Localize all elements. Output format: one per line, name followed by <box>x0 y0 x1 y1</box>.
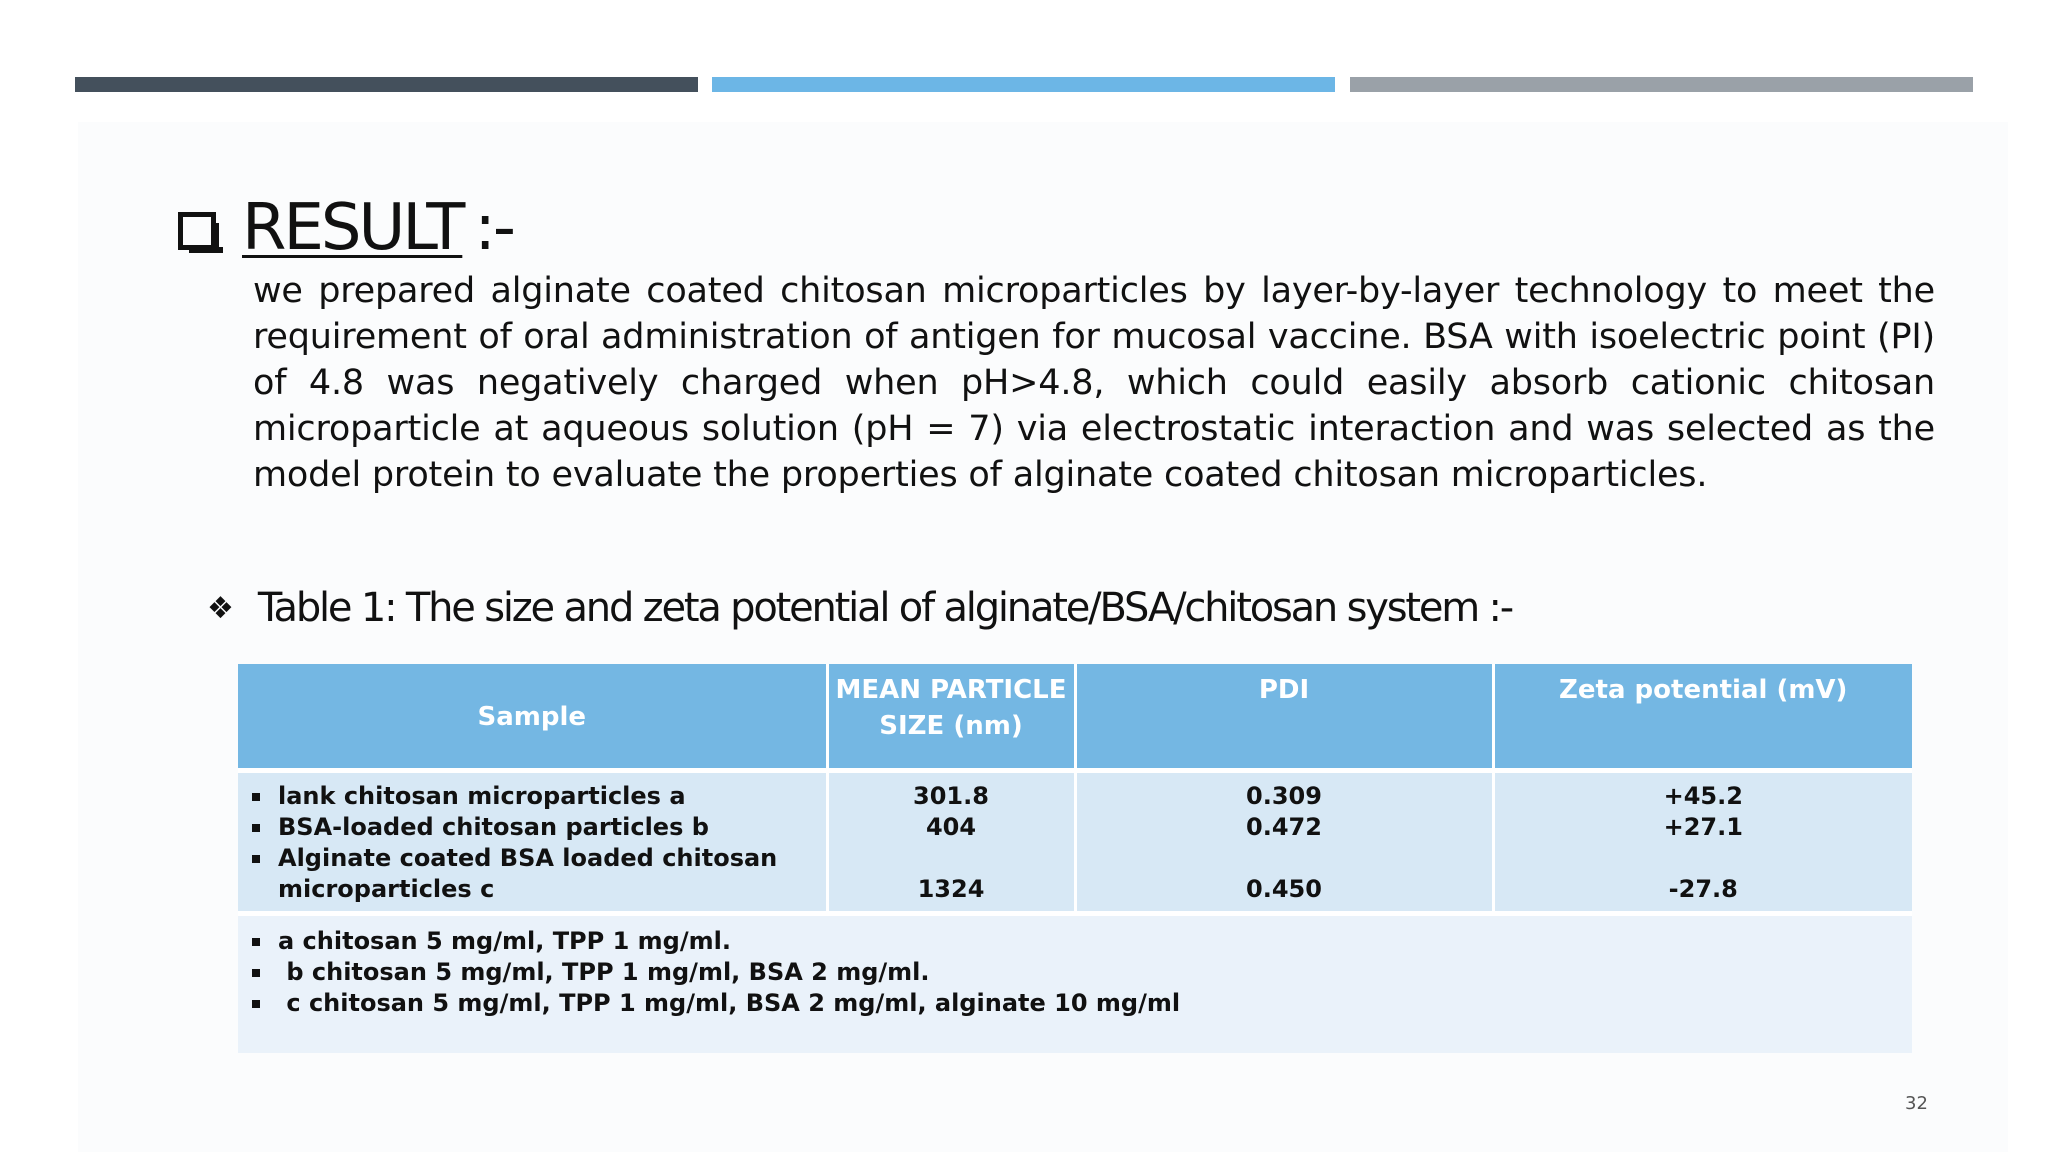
zeta-value: +45.2 <box>1663 782 1743 810</box>
table-notes-row <box>238 916 1912 1053</box>
heading-title: RESULT <box>242 191 463 265</box>
note-item: b chitosan 5 mg/ml, TPP 1 mg/ml, BSA 2 mg/ml. <box>248 957 1902 988</box>
accent-bar-blue <box>712 77 1335 92</box>
accent-bar-gray <box>1350 77 1973 92</box>
heading-suffix: :- <box>474 191 513 265</box>
sample-item: Alginate coated BSA loaded chitosan microparticles c <box>248 843 816 905</box>
table-header-row <box>238 664 1912 768</box>
sample-item: BSA-loaded chitosan particles b <box>248 812 816 843</box>
pdi-value: 0.472 <box>1246 813 1322 841</box>
header-sample: Sample <box>238 664 827 768</box>
diamond-bullet-icon: ❖ <box>207 590 234 626</box>
pdi-value: 0.309 <box>1246 782 1322 810</box>
pdi-cell <box>1075 773 1493 911</box>
sample-cell <box>238 773 827 911</box>
table-caption <box>207 578 1512 638</box>
notes-cell <box>238 916 1912 1053</box>
page-number: 32 <box>1905 1093 1928 1114</box>
size-cell <box>827 773 1075 911</box>
size-value: 404 <box>925 813 977 841</box>
zeta-value: +27.1 <box>1663 813 1743 841</box>
result-paragraph: we prepared alginate coated chitosan microparticles by layer-by-layer technology to meet the requirement of oral administration of antigen for mucosal vaccine. BSA with isoelectric point (PI) of 4.8 was negatively charged when pH>4.8, which could easily absorb cationic chitosan microparticle at aqueous solution (pH = 7) via electrostatic interaction and was selected as the model protein to evaluate the properties of alginate coated chitosan microparticles. <box>253 271 1935 495</box>
zeta-value: -27.8 <box>1668 875 1738 903</box>
accent-bar-dark <box>75 77 698 92</box>
checkbox-icon <box>178 212 216 250</box>
note-item: c chitosan 5 mg/ml, TPP 1 mg/ml, BSA 2 mg/ml, alginate 10 mg/ml <box>248 988 1902 1019</box>
note-item: a chitosan 5 mg/ml, TPP 1 mg/ml. <box>248 926 1902 957</box>
header-pdi: PDI <box>1075 664 1493 768</box>
table-row <box>238 773 1912 911</box>
zeta-cell <box>1493 773 1912 911</box>
size-value: 1324 <box>917 875 985 903</box>
section-heading <box>178 188 513 268</box>
pdi-value: 0.450 <box>1246 875 1322 903</box>
header-zeta-potential: Zeta potential (mV) <box>1493 664 1912 768</box>
size-value: 301.8 <box>913 782 989 810</box>
sample-item: lank chitosan microparticles a <box>248 781 816 812</box>
table-caption-text: Table 1: The size and zeta potential of alginate/BSA/chitosan system :- <box>257 585 1513 631</box>
results-table <box>238 664 1912 1053</box>
header-mean-particle-size: MEAN PARTICLE SIZE (nm) <box>827 664 1075 768</box>
